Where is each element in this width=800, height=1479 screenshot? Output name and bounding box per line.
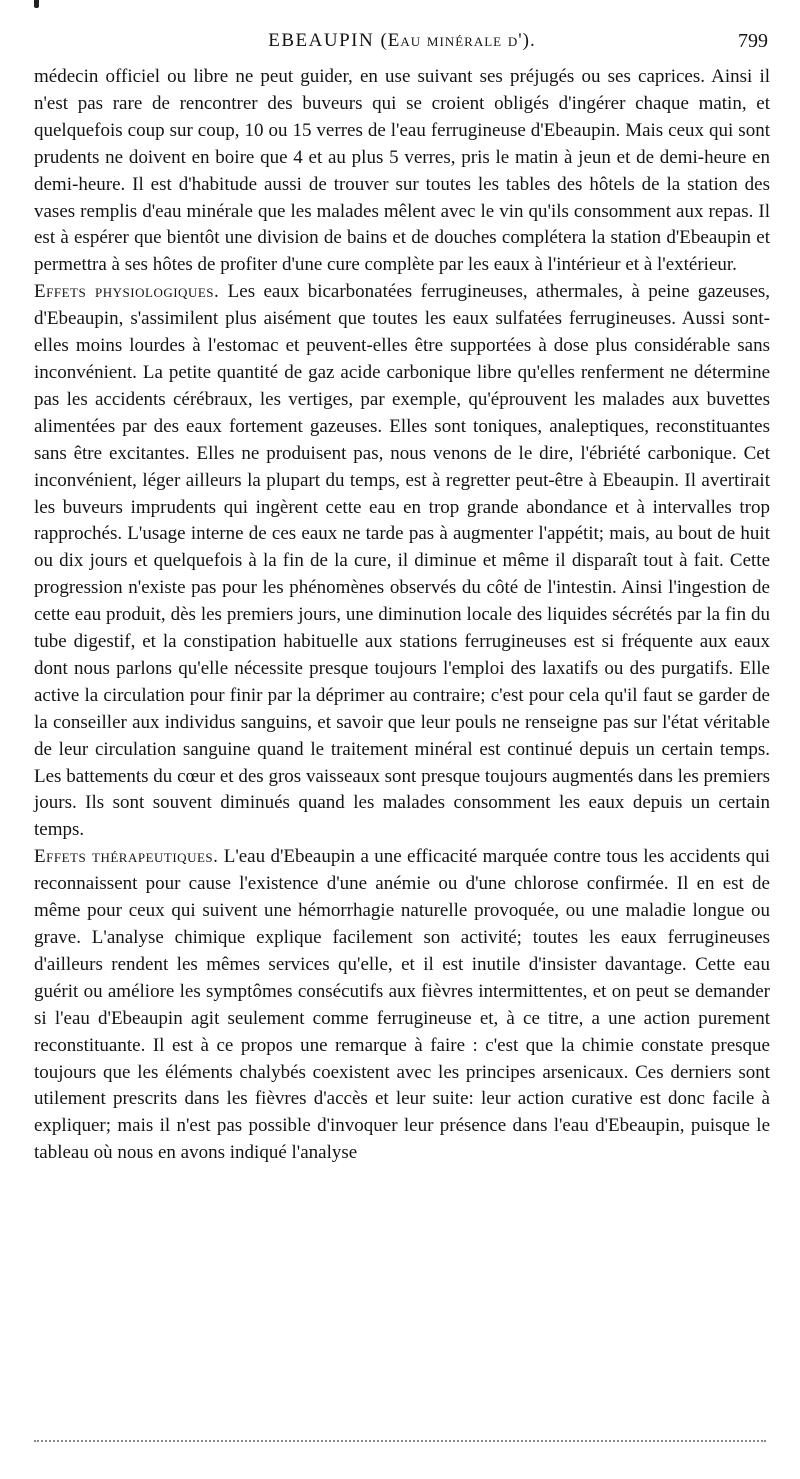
page-number: 799 [738, 30, 768, 52]
section-heading-effets-therapeutiques: Effets thérapeutiques. [34, 846, 219, 868]
running-title-main: EBEAUPIN [268, 30, 375, 51]
book-page [34, 0, 770, 1167]
paragraph-effets-therapeutiques [34, 844, 770, 1167]
paragraph-text: Les eaux bicarbonatées ferrugineuses, athermales, à peine gazeuses, d'Ebeaupin, s'assimilent plus aisément que toutes les eaux sulfatées ferrugineuses. Aussi sont-elles moins lourdes à l'estomac et peuvent-elles être supportées à dose plus considérable sans inconvénient. La petite quantité de gaz acide carbonique libre qu'elles renferment ne détermine pas les accidents cérébraux, les vertiges, par exemple, qu'éprouvent les malades aux buvettes alimentées par des eaux fortement gazeuses. Elles sont toniques, analeptiques, reconstituantes sans être excitantes. Elles ne produisent pas, nous venons de le dire, l'ébriété carbonique. Cet inconvénient, léger ailleurs la plupart du temps, est à regretter peut-être à Ebeaupin. Il avertirait les buveurs imprudents qui ingèrent cette eau en trop grande abondance et à intervalles trop rapprochés. L'usage interne de ces eaux ne tarde pas à augmenter l'appétit; mais, au bout de huit ou dix jours et quelquefois à la fin de la cure, il diminue et même il disparaît tout à fait. Cette progression n'existe pas pour les phénomènes observés du côté de l'intestin. Ainsi l'ingestion de cette eau produit, dès les premiers jours, une diminution locale des liquides sécrétés par la fin du tube digestif, et la constipation habituelle aux stations ferrugineuses est si fréquente aux eaux dont nous parlons qu'elle nécessite presque toujours l'emploi des laxatifs ou des purgatifs. Elle active la circulation pour finir par la déprimer au contraire; c'est pour cela qu'il faut se garder de la conseiller aux individus sanguins, et savoir que leur pouls ne renseigne pas sur l'état véritable de leur circulation sanguine quand le traitement minéral est continué depuis un certain temps. Les battements du cœur et des gros vaisseaux sont presque toujours augmentés dans les premiers jours. Ils sont souvent diminués quand les malades consomment les eaux depuis un certain temps. [34, 281, 771, 841]
section-heading-effets-physiologiques: Effets physiologiques. [34, 281, 220, 303]
paragraph-text: médecin officiel ou libre ne peut guider, en use suivant ses préjugés ou ses caprices. Ainsi il n'est pas rare de rencontrer des buveurs qui se croient obligés d'ingérer chaque matin, et quelquefois coup sur coup, 10 ou 15 verres de l'eau ferrugineuse d'Ebeaupin. Mais ceux qui sont prudents ne doivent en boire que 4 et au plus 5 verres, pris le matin à jeun et de demi-heure en demi-heure. Il est d'habitude aussi de trouver sur toutes les tables des hôtels de la station des vases remplis d'eau minérale que les malades mêlent avec le vin qu'ils consomment aux repas. Il est à espérer que bientôt une division de bains et de douches complétera la station d'Ebeaupin et permettra à ses hôtes de profiter d'une cure complète par les eaux à l'intérieur et à l'extérieur. [34, 66, 770, 276]
running-header [34, 0, 770, 64]
running-title [34, 30, 770, 52]
paragraph-continuation [34, 64, 770, 279]
paragraph-text: L'eau d'Ebeaupin a une efficacité marquée contre tous les accidents qui reconnaissent pour cause l'existence d'une anémie ou d'une chlorose confirmée. Il en est de même pour ceux qui suivent une hémorrhagie naturelle provoquée, ou une maladie longue ou grave. L'analyse chimique explique facilement son activité; toutes les eaux ferrugineuses d'ailleurs rendent les mêmes services qu'elle, et il est inutile d'insister davantage. Cette eau guérit ou améliore les symptômes consécutifs aux fièvres intermittentes, et on peut se demander si l'eau d'Ebeaupin agit seulement comme ferrugineuse et, à ce titre, a une action purement reconstituante. Il est à ce propos une remarque à faire : c'est que la chimie constate presque toujours que les éléments chalybés coexistent avec les principes arsenicaux. Ces derniers sont utilement prescrits dans les fièvres d'accès et leur suite: leur action curative est donc facile à expliquer; mais il n'est pas possible d'invoquer leur présence dans l'eau d'Ebeaupin, puisque le tableau où nous en avons indiqué l'analyse [34, 846, 770, 1164]
footer-dotted-rule [34, 1440, 766, 1442]
running-title-subtitle: (Eau minérale d'). [380, 30, 536, 51]
paragraph-effets-physiologiques [34, 279, 770, 844]
